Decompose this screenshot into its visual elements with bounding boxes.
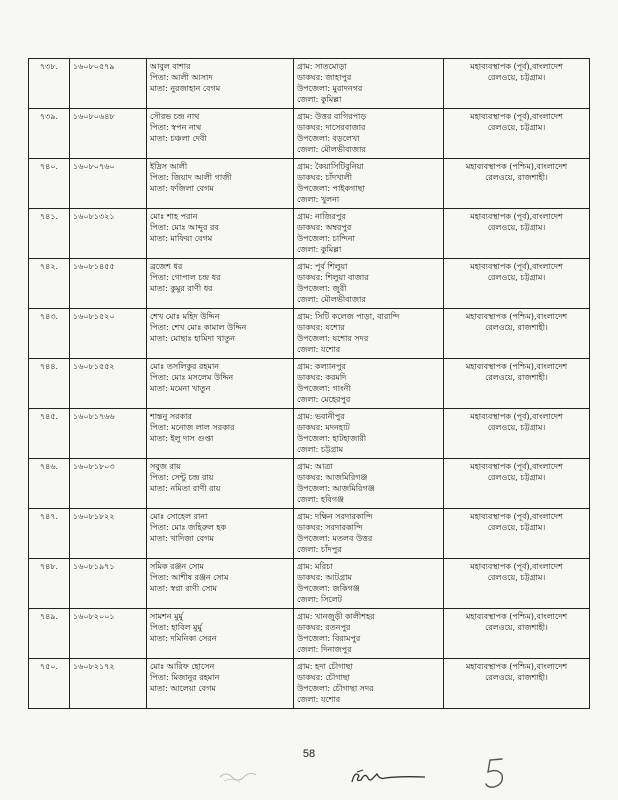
cell-village: গ্রাম: দক্ষিন সরদারকান্দি — [297, 512, 373, 521]
posting-cell — [444, 209, 590, 259]
cell-upazila: উপজেলা: গাংনী — [297, 384, 351, 393]
serial-cell — [29, 359, 70, 409]
cell-name: ইদ্রিস আলী — [150, 162, 188, 171]
cell-post2: রেলওয়ে, রাজশাহী। — [485, 173, 548, 182]
cell-post1: মহাব্যবস্থাপক (পূর্ব),বাংলাদেশ — [470, 412, 563, 421]
table-row — [29, 259, 590, 309]
cell-name: সৌরভ চন্দ্র নাথ — [150, 112, 200, 121]
cell-post1: মহাব্যবস্থাপক (পশ্চিম),বাংলাদেশ — [465, 662, 568, 671]
cell-upazila: উপজেলা: মুরাদনগর — [297, 84, 363, 93]
name-cell — [147, 309, 294, 359]
cell-serial: ৭৪০. — [39, 162, 59, 171]
cell-postoffice: ডাকঘর: আজমিরিগঞ্জ — [297, 473, 368, 482]
posting-cell — [444, 59, 590, 109]
cell-postoffice: ডাকঘর: সরদারকান্দি — [297, 523, 363, 532]
cell-name: সমিক রঞ্জন সোম — [150, 562, 205, 571]
table-row — [29, 609, 590, 659]
table-row — [29, 359, 590, 409]
posting-cell — [444, 159, 590, 209]
cell-village: গ্রাম: ভবানীপুর — [297, 412, 345, 421]
address-cell — [294, 309, 444, 359]
cell-father: পিতা: সেন্টু চন্দ্র রায় — [150, 473, 214, 482]
cell-mother: মাতা: চঞ্চলা দেবী — [150, 134, 207, 143]
address-cell — [294, 59, 444, 109]
cell-post2: রেলওয়ে, চট্টগ্রাম। — [487, 423, 546, 432]
cell-post1: মহাব্যবস্থাপক (পূর্ব),বাংলাদেশ — [470, 62, 563, 71]
cell-father: পিতা: জিয়াদ আলী গাজী — [150, 173, 232, 182]
cell-postoffice: ডাকঘর: অম্বরপুর — [297, 223, 352, 232]
cell-post1: মহাব্যবস্থাপক (পশ্চিম),বাংলাদেশ — [465, 612, 568, 621]
cell-postoffice: ডাকঘর: রতনপুর — [297, 623, 351, 632]
cell-district: জেলা: মেহেরপুর — [297, 395, 351, 404]
address-cell — [294, 109, 444, 159]
cell-post2: রেলওয়ে, চট্টগ্রাম। — [487, 73, 546, 82]
cell-mother: মাতা: মাফিয়া বেগম — [150, 234, 213, 243]
cell-upazila: উপজেলা: জকিগঞ্জ — [297, 584, 360, 593]
cell-serial: ৭৪৬. — [39, 462, 59, 471]
cell-serial: ৭৪৭. — [39, 512, 59, 521]
cell-post2: রেলওয়ে, চট্টগ্রাম। — [487, 273, 546, 282]
cell-roll: ১৬০৮০৫৭৯ — [73, 62, 115, 71]
roll-cell — [70, 209, 147, 259]
signature — [348, 766, 428, 788]
cell-upazila: উপজেলা: মতলব উত্তর — [297, 534, 373, 543]
cell-mother: মাতা: মোছাঃ হামিদা খাতুন — [150, 334, 235, 343]
posting-cell — [444, 459, 590, 509]
roll-cell — [70, 109, 147, 159]
cell-mother: মাতা: স্বপ্না রাণী সোম — [150, 584, 218, 593]
cell-postoffice: ডাকঘর: চাঁদখালী — [297, 173, 353, 182]
cell-post1: মহাব্যবস্থাপক (পশ্চিম),বাংলাদেশ — [465, 362, 568, 371]
cell-district: জেলা: মৌলভীবাজার — [297, 295, 366, 304]
cell-post1: মহাব্যবস্থাপক (পূর্ব),বাংলাদেশ — [470, 262, 563, 271]
table-row — [29, 509, 590, 559]
cell-postoffice: ডাকঘর: জাহাপুর — [297, 73, 352, 82]
cell-name: মোঃ সোহেল রানা — [150, 512, 208, 521]
cell-roll: ১৬০৮২১৭২ — [73, 662, 115, 671]
cell-post2: রেলওয়ে, চট্টগ্রাম। — [487, 473, 546, 482]
address-cell — [294, 459, 444, 509]
posting-cell — [444, 359, 590, 409]
roll-cell — [70, 609, 147, 659]
cell-serial: ৭৫০. — [39, 662, 59, 671]
cell-post1: মহাব্যবস্থাপক (পূর্ব),বাংলাদেশ — [470, 112, 563, 121]
cell-district: জেলা: চট্টগ্রাম — [297, 445, 344, 454]
cell-name: আবুল বাশার — [150, 62, 191, 71]
cell-district: জেলা: সিলেট — [297, 595, 343, 604]
serial-cell — [29, 59, 70, 109]
page-number: 58 — [302, 748, 316, 760]
cell-post2: রেলওয়ে, রাজশাহী। — [485, 323, 548, 332]
cell-mother: মাতা: নমিতা রাণী রায় — [150, 484, 221, 493]
cell-roll: ১৬০৮১৫২০ — [73, 312, 115, 321]
table-row — [29, 559, 590, 609]
cell-postoffice: ডাকঘর: দাসেরবাজার — [297, 123, 366, 132]
cell-village: গ্রাম: নাজিরপুর — [297, 212, 346, 221]
cell-name: শেখ মোঃ মহিদ উদ্দিন — [150, 312, 220, 321]
cell-village: গ্রাম: হদা চৌগাছা — [297, 662, 353, 671]
cell-mother: মাতা: আলেয়া বেগম — [150, 684, 216, 693]
cell-upazila: উপজেলা: পাইকগাছা — [297, 184, 365, 193]
cell-village: গ্রাম: কল্যানপুর — [297, 362, 346, 371]
posting-cell — [444, 259, 590, 309]
serial-cell — [29, 659, 70, 709]
cell-upazila: উপজেলা: বিরামপুর — [297, 634, 361, 643]
cell-roll: ১৬০৮১৩২১ — [73, 212, 115, 221]
cell-name: শান্তনু সরকার — [150, 412, 192, 421]
cell-village: গ্রাম: কৈয়াসিটিবুনিয়া — [297, 162, 364, 171]
address-cell — [294, 209, 444, 259]
cell-village: গ্রাম: মরিচা — [297, 562, 333, 571]
name-cell — [147, 459, 294, 509]
name-cell — [147, 509, 294, 559]
name-cell — [147, 159, 294, 209]
roll-cell — [70, 359, 147, 409]
cell-postoffice: ডাকঘর: চৌগাছা — [297, 673, 350, 682]
cell-postoffice: ডাকঘর: শিলুয়া বাজার — [297, 273, 369, 282]
address-cell — [294, 509, 444, 559]
cell-post2: রেলওয়ে, চট্টগ্রাম। — [487, 223, 546, 232]
address-cell — [294, 359, 444, 409]
cell-name: মোঃ শাহ পরান — [150, 212, 198, 221]
cell-post2: রেলওয়ে, রাজশাহী। — [485, 673, 548, 682]
cell-father: পিতা: স্বপন নাথ — [150, 123, 202, 132]
cell-upazila: উপজেলা: চৌগাছা সদর — [297, 684, 374, 693]
address-cell — [294, 159, 444, 209]
candidate-table — [28, 58, 590, 709]
roll-cell — [70, 159, 147, 209]
cell-village: গ্রাম: উত্তর বাগিরপাড় — [297, 112, 367, 121]
cell-district: জেলা: যশোর — [297, 695, 341, 704]
cell-district: জেলা: হবিগঞ্জ — [297, 495, 344, 504]
cell-name: সবুজ রায় — [150, 462, 181, 471]
roll-cell — [70, 559, 147, 609]
cell-father: পিতা: মোঃ মসলেম উদ্দিন — [150, 373, 234, 382]
address-cell — [294, 409, 444, 459]
address-cell — [294, 259, 444, 309]
name-cell — [147, 659, 294, 709]
table-row — [29, 109, 590, 159]
cell-post2: রেলওয়ে, চট্টগ্রাম। — [487, 123, 546, 132]
cell-upazila: উপজেলা: হাটহাজারী — [297, 434, 367, 443]
address-cell — [294, 609, 444, 659]
posting-cell — [444, 409, 590, 459]
serial-cell — [29, 559, 70, 609]
address-cell — [294, 559, 444, 609]
cell-postoffice: ডাকঘর: যশোর — [297, 323, 345, 332]
cell-village: গ্রাম: খানজুড়ী কালীশহর — [297, 612, 375, 621]
cell-serial: ৭৩৯. — [39, 112, 59, 121]
cell-mother: মাতা: দমিনিকা সেরন — [150, 634, 217, 643]
name-cell — [147, 109, 294, 159]
cell-district: জেলা: কুমিল্লা — [297, 95, 342, 104]
cell-father: পিতা: মোঃ জহিরুল হক — [150, 523, 227, 532]
roll-cell — [70, 509, 147, 559]
cell-serial: ৭৪৪. — [39, 362, 59, 371]
cell-serial: ৭৪৫. — [39, 412, 59, 421]
cell-mother: মাতা: নুরজাহান বেগম — [150, 84, 221, 93]
cell-upazila: উপজেলা: যশোর সদর — [297, 334, 369, 343]
cell-upazila: উপজেলা: আজমিরিগঞ্জ — [297, 484, 375, 493]
name-cell — [147, 609, 294, 659]
candidate-table-body — [29, 59, 590, 709]
name-cell — [147, 209, 294, 259]
cell-roll: ১৬০৮১৪৫৫ — [73, 262, 115, 271]
cell-serial: ৭৪৯. — [39, 612, 59, 621]
cell-roll: ১৬০৮০৬৪৮ — [73, 112, 115, 121]
cell-postoffice: ডাকঘর: আটগ্রাম — [297, 573, 352, 582]
serial-cell — [29, 209, 70, 259]
table-row — [29, 659, 590, 709]
cell-father: পিতা: গোপাল চন্দ্র ধর — [150, 273, 221, 282]
serial-cell — [29, 159, 70, 209]
serial-cell — [29, 259, 70, 309]
cell-upazila: উপজেলা: চান্দিনা — [297, 234, 355, 243]
cell-roll: ১৬০৮১৮২২ — [73, 512, 115, 521]
cell-name: ব্রজেশ ধর — [150, 262, 183, 271]
roll-cell — [70, 309, 147, 359]
posting-cell — [444, 659, 590, 709]
cell-upazila: উপজেলা: বড়লেখা — [297, 134, 360, 143]
cell-upazila: উপজেলা: জুরী — [297, 284, 347, 293]
cell-name: মোঃ আরিফ হোসেন — [150, 662, 215, 671]
cell-mother: মাতা: ফজিলা বেগম — [150, 184, 214, 193]
cell-post1: মহাব্যবস্থাপক (পূর্ব),বাংলাদেশ — [470, 512, 563, 521]
serial-cell — [29, 459, 70, 509]
cell-village: গ্রাম: পূর্ব শিলুয়া — [297, 262, 348, 271]
serial-cell — [29, 509, 70, 559]
cell-post1: মহাব্যবস্থাপক (পূর্ব),বাংলাদেশ — [470, 212, 563, 221]
table-row — [29, 309, 590, 359]
scanner-smudge — [218, 768, 258, 786]
cell-roll: ১৬০৮১৫৫২ — [73, 362, 115, 371]
cell-serial: ৭৩৮. — [39, 62, 59, 71]
cell-district: জেলা: যশোর — [297, 345, 341, 354]
roll-cell — [70, 259, 147, 309]
table-row — [29, 409, 590, 459]
cell-father: পিতা: হাবিল মুর্মু — [150, 623, 202, 632]
posting-cell — [444, 609, 590, 659]
posting-cell — [444, 109, 590, 159]
table-row — [29, 159, 590, 209]
address-cell — [294, 659, 444, 709]
cell-father: পিতা: শেখ মোঃ কামাল উদ্দিন — [150, 323, 247, 332]
name-cell — [147, 559, 294, 609]
cell-post2: রেলওয়ে, রাজশাহী। — [485, 373, 548, 382]
cell-mother: মাতা: কুমুর রাণী ধর — [150, 284, 213, 293]
cell-post2: রেলওয়ে, রাজশাহী। — [485, 623, 548, 632]
posting-cell — [444, 309, 590, 359]
cell-post2: রেলওয়ে, চট্টগ্রাম। — [487, 573, 546, 582]
cell-post1: মহাব্যবস্থাপক (পূর্ব),বাংলাদেশ — [470, 562, 563, 571]
cell-serial: ৭৪১. — [39, 212, 59, 221]
cell-district: জেলা: দিনাজপুর — [297, 645, 352, 654]
roll-cell — [70, 59, 147, 109]
cell-roll: ১৬০৮২০০১ — [73, 612, 115, 621]
cell-post1: মহাব্যবস্থাপক (পশ্চিম),বাংলাদেশ — [465, 312, 568, 321]
cell-name: মোঃ তসলিকুর রহমান — [150, 362, 220, 371]
cell-father: পিতা: মনোজ লাল সরকার — [150, 423, 235, 432]
serial-cell — [29, 309, 70, 359]
name-cell — [147, 59, 294, 109]
cell-roll: ১৬০৮০৭৬০ — [73, 162, 115, 171]
cell-father: পিতা: মিজানুর রহমান — [150, 673, 220, 682]
cell-postoffice: ডাকঘর: মদনহাট — [297, 423, 350, 432]
cell-mother: মাতা: মমেনা খাতুন — [150, 384, 211, 393]
cell-father: পিতা: আশীষ রঞ্জন সোম — [150, 573, 229, 582]
cell-post1: মহাব্যবস্থাপক (পশ্চিম),বাংলাদেশ — [465, 162, 568, 171]
cell-father: পিতা: মোঃ আব্দুর রব — [150, 223, 219, 232]
table-row — [29, 459, 590, 509]
cell-roll: ১৬০৮১৭৬৬ — [73, 412, 115, 421]
serial-cell — [29, 609, 70, 659]
serial-cell — [29, 109, 70, 159]
cell-post1: মহাব্যবস্থাপক (পূর্ব),বাংলাদেশ — [470, 462, 563, 471]
table-row — [29, 209, 590, 259]
posting-cell — [444, 559, 590, 609]
roll-cell — [70, 659, 147, 709]
cell-district: জেলা: কুমিল্লা — [297, 245, 342, 254]
cell-roll: ১৬০৮১৯৭১ — [73, 562, 115, 571]
cell-roll: ১৬০৮১৮০৩ — [73, 462, 115, 471]
cell-district: জেলা: চাঁদপুর — [297, 545, 342, 554]
cell-father: পিতা: আলী আসাদ — [150, 73, 213, 82]
handwritten-mark — [482, 756, 510, 790]
cell-postoffice: ডাকঘর: করমদি — [297, 373, 347, 382]
cell-serial: ৭৪৩. — [39, 312, 59, 321]
table-row — [29, 59, 590, 109]
serial-cell — [29, 409, 70, 459]
name-cell — [147, 259, 294, 309]
cell-village: গ্রাম: সিটি কলেজ পাড়া, বারান্দি — [297, 312, 400, 321]
cell-village: গ্রাম: আত্রা — [297, 462, 333, 471]
cell-serial: ৭৪২. — [39, 262, 59, 271]
cell-village: গ্রাম: সাতমোড়া — [297, 62, 347, 71]
cell-district: জেলা: খুলনা — [297, 195, 340, 204]
roll-cell — [70, 459, 147, 509]
cell-district: জেলা: মৌলভীবাজার — [297, 145, 366, 154]
name-cell — [147, 359, 294, 409]
name-cell — [147, 409, 294, 459]
posting-cell — [444, 509, 590, 559]
cell-serial: ৭৪৮. — [39, 562, 59, 571]
cell-mother: মাতা: খাদিজা বেগম — [150, 534, 214, 543]
cell-name: সামশন মুর্মু — [150, 612, 183, 621]
cell-mother: মাতা: ইলু দাস গুপ্তা — [150, 434, 214, 443]
cell-post2: রেলওয়ে, চট্টগ্রাম। — [487, 523, 546, 532]
roll-cell — [70, 409, 147, 459]
